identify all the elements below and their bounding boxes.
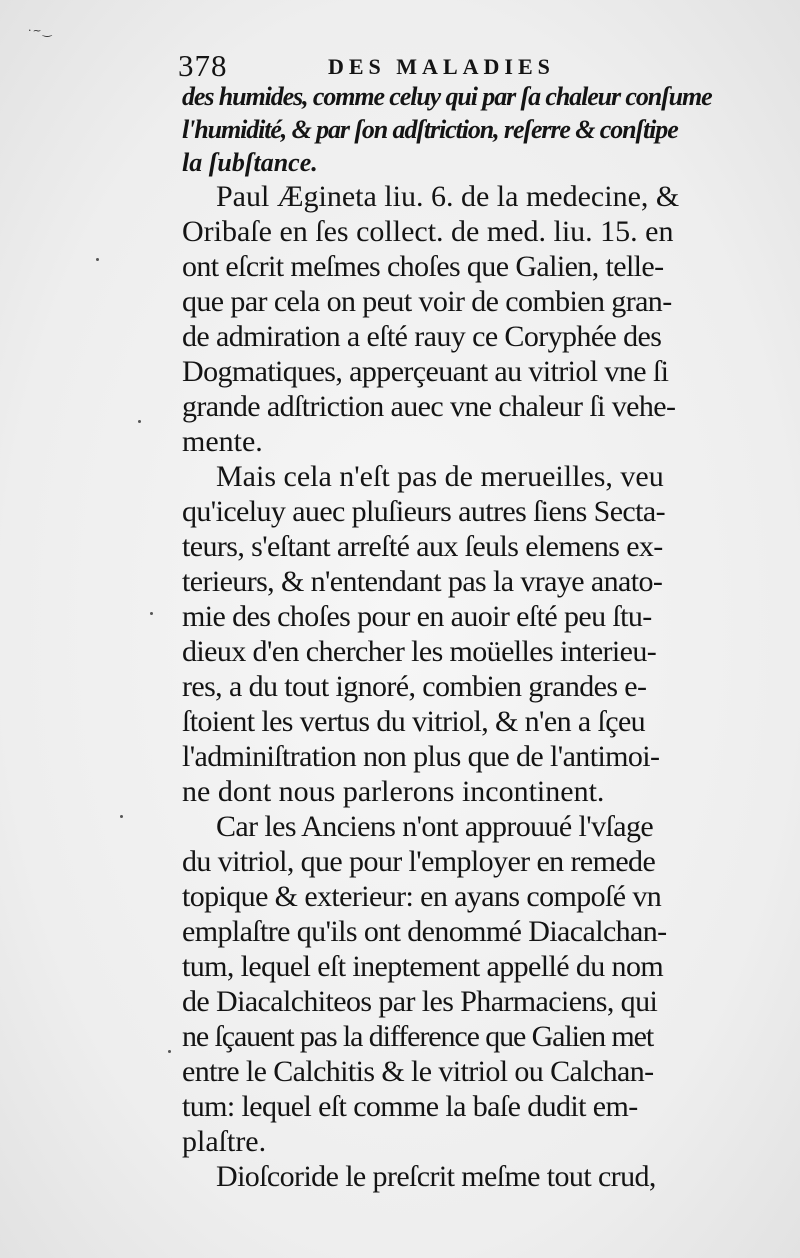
- text-line: dieux d'en chercher les moüelles interieu-: [182, 635, 657, 668]
- text-line: emplaſtre qu'ils ont denommé Diacalchan-: [182, 915, 667, 948]
- text-line: topique & exterieur: en ayans compoſé vn: [182, 880, 662, 913]
- text-line: l'humidité, & par ſon adſtriction, reſerre & conſtipe: [182, 115, 678, 144]
- text-line: Dogmatiques, apperçeuant au vitriol vne ſi: [182, 355, 669, 388]
- text-line: plaſtre.: [182, 1125, 267, 1158]
- text-line: de admiration a eſté rauy ce Coryphée des: [182, 320, 662, 353]
- body-text: [182, 80, 770, 1194]
- paper-speck: [138, 420, 141, 423]
- paper-speck: [150, 612, 153, 615]
- paper-speck: [120, 815, 123, 818]
- text-line: des humides, comme celuy qui par ſa chaleur conſume: [182, 82, 712, 111]
- text-line: qu'iceluy auec pluſieurs autres ſiens Secta-: [182, 495, 665, 528]
- text-line: Oribaſe en ſes collect. de med. liu. 15. en: [182, 215, 674, 248]
- running-title: DES MALADIES: [328, 54, 555, 79]
- text-line: terieurs, & n'entendant pas la vraye anato-: [182, 565, 663, 598]
- text-line: res, a du tout ignoré, combien grandes e-: [182, 670, 647, 703]
- text-line: de Diacalchiteos par les Pharmaciens, qui: [182, 985, 658, 1018]
- corner-mark: ·~‿: [28, 24, 53, 37]
- text-line: entre le Calchitis & le vitriol ou Calchan-: [182, 1055, 654, 1088]
- text-line: Mais cela n'eſt pas de merueilles, veu: [216, 460, 664, 493]
- text-line: Paul Ægineta liu. 6. de la medecine, &: [216, 180, 680, 213]
- text-line: ne dont nous parlerons incontinent.: [182, 775, 605, 808]
- text-line: grande adſtriction auec vne chaleur ſi vehe-: [182, 390, 676, 423]
- paper-speck: [96, 258, 99, 261]
- text-line: mente.: [182, 425, 263, 458]
- text-line: teurs, s'eſtant arreſté aux ſeuls elemens ex-: [182, 530, 663, 563]
- text-line: la ſubſtance.: [182, 148, 318, 177]
- text-line: ne ſçauent pas la difference que Galien met: [182, 1020, 654, 1053]
- running-head: [178, 48, 778, 84]
- text-line: tum: lequel eſt comme la baſe dudit em-: [182, 1090, 638, 1123]
- text-line: tum, lequel eſt ineptement appellé du nom: [182, 950, 664, 983]
- paper-speck: [168, 1050, 171, 1053]
- text-line: Dioſcoride le preſcrit meſme tout crud,: [216, 1160, 656, 1193]
- text-line: Car les Anciens n'ont approuué l'vſage: [216, 810, 654, 843]
- text-line: ont eſcrit meſmes choſes que Galien, telle-: [182, 250, 664, 283]
- page-number: 378: [178, 48, 228, 83]
- text-line: que par cela on peut voir de combien gran-: [182, 285, 672, 318]
- text-line: du vitriol, que pour l'employer en remede: [182, 845, 656, 878]
- text-line: mie des choſes pour en auoir eſté peu ſtu-: [182, 600, 652, 633]
- text-line: l'adminiſtration non plus que de l'antimoi-: [182, 740, 660, 773]
- text-line: ſtoient les vertus du vitriol, & n'en a ſçeu: [182, 705, 646, 738]
